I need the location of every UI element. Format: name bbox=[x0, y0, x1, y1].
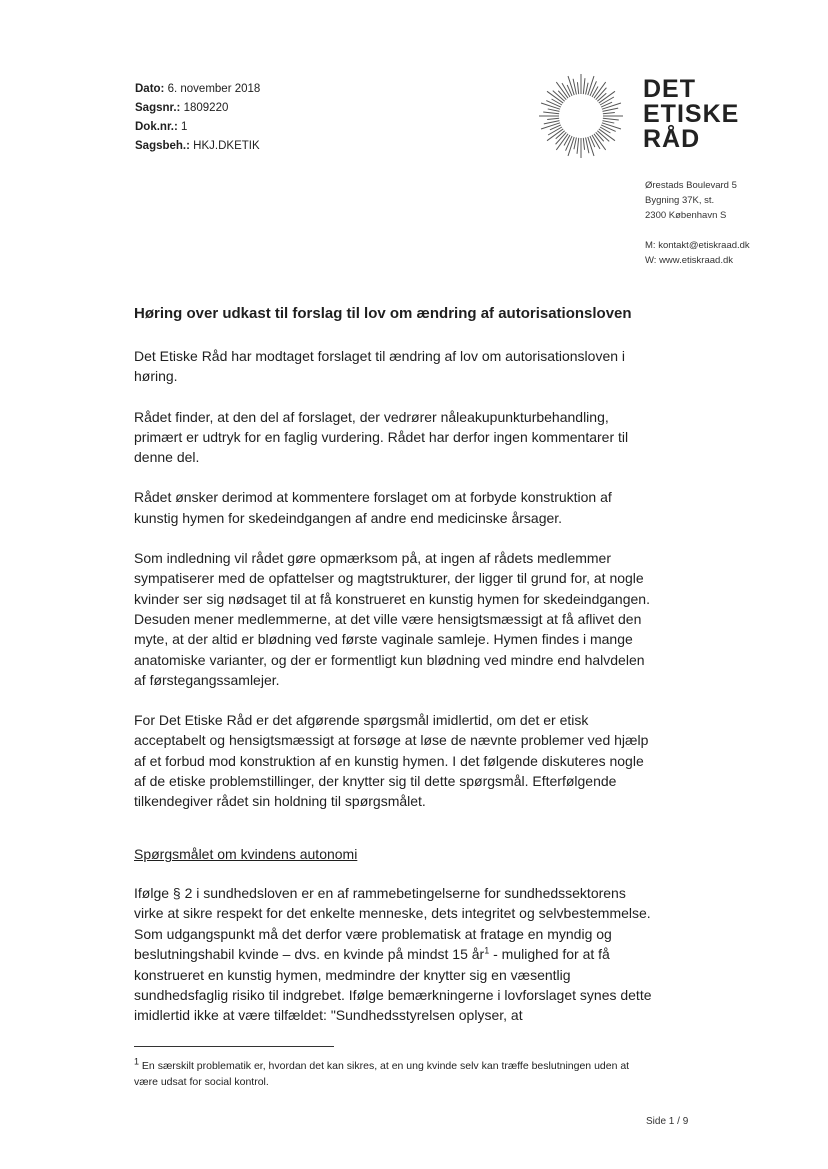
council-logo bbox=[535, 72, 745, 162]
document-body bbox=[134, 346, 654, 832]
footnote-mark: 1 bbox=[134, 1056, 140, 1067]
radial-burst-icon bbox=[535, 72, 627, 160]
paragraph: Rådet finder, at den del af forslaget, der vedrører nåleakupunkturbehandling, primært er udtryk for en faglig vurdering. Rådet har derfor ingen kommentarer til denne del. bbox=[134, 408, 629, 466]
meta-document-number: Dok.nr.: 1 bbox=[135, 121, 188, 133]
footnote: $^1$ En særskilt problematik er, hvordan det kan sikres, at en ung kvinde selv kan træffe beslutningen uden at være udsat for social kontrol. bbox=[134, 1056, 630, 1088]
section-body bbox=[134, 883, 654, 1026]
meta-date: Dato: 6. november 2018 bbox=[135, 83, 261, 95]
paragraph: Ifølge § 2 i sundhedsloven er en af rammebetingelserne for sundhedssektorens virke at sikre respekt for det enkelte menneske, dets integritet og selvbestemmelse. Som udgangspunkt må det derfor være problematisk at fratage en myndig og beslutningshabil kvinde – dvs. en kvinde på mindst 15 $år^1$ - mulighed for at få konstrueret en kunstig hymen, medmindre der knytter sig en væsentlig sundhedsfaglig risiko til indgrebet. Ifølge bemærkningerne i lovforslaget synes dette imidlertid ikke at være tilfældet: "Sundhedsstyrelsen oplyser, at bbox=[134, 885, 652, 1024]
postal-address: Ørestads Boulevard 5 Bygning 37K, st. 2300 København S bbox=[645, 180, 737, 221]
document-meta bbox=[135, 80, 260, 156]
page-number: Side 1 / 9 bbox=[646, 1116, 689, 1127]
footnote-reference: 1 bbox=[484, 945, 490, 956]
document-title: Høring over udkast til forslag til lov om ændring af autorisationsloven bbox=[134, 305, 632, 322]
meta-case-handler: Sagsbeh.: HKJ.DKETIK bbox=[135, 140, 260, 152]
meta-case-number: Sagsnr.: 1809220 bbox=[135, 102, 229, 114]
paragraph: Det Etiske Råd har modtaget forslaget til ændring af lov om autorisationsloven i høring. bbox=[134, 348, 626, 385]
logo-wordmark: DET ETISKE RÅD bbox=[643, 75, 740, 153]
contact-info bbox=[645, 238, 750, 268]
paragraph: Som indledning vil rådet gøre opmærksom på, at ingen af rådets medlemmer sympatiserer med de opfattelser og magtstrukturer, der ligger til grund for, at nogle kvinder ser sig nødsaget til at få konstrueret en kunstig hymen for skedeindgangen. Desuden mener medlemmerne, at det ville være hensigtsmæssigt at få aflivet den myte, at der altid er blødning ved første vaginale samleje. Hymen findes i mange anatomiske varianter, og der er formentligt kun blødning ved mindre end halvdelen af førstegangssamlejer. bbox=[134, 550, 650, 688]
section-heading: Spørgsmålet om kvindens autonomi bbox=[134, 846, 358, 862]
paragraph: For Det Etiske Råd er det afgørende spørgsmål imidlertid, om det er etisk acceptabelt og hensigtsmæssigt at forsøge at løse de nævnte problemer ved hjælp af et forbud mod konstruktion af en kunstig hymen. I det følgende diskuteres nogle af de etiske problemstillinger, der knytter sig til dette spørgsmål. Efterfølgende tilkendegiver rådet sin holdning til spørgsmålet. bbox=[134, 712, 649, 810]
contact-web: W: www.etiskraad.dk bbox=[645, 255, 733, 266]
contact-mail: M: kontakt@etiskraad.dk bbox=[645, 240, 750, 251]
footnote-divider bbox=[134, 1046, 334, 1047]
paragraph: Rådet ønsker derimod at kommentere forslaget om at forbyde konstruktion af kunstig hymen for skedeindgangen af andre end medicinske årsager. bbox=[134, 489, 612, 526]
